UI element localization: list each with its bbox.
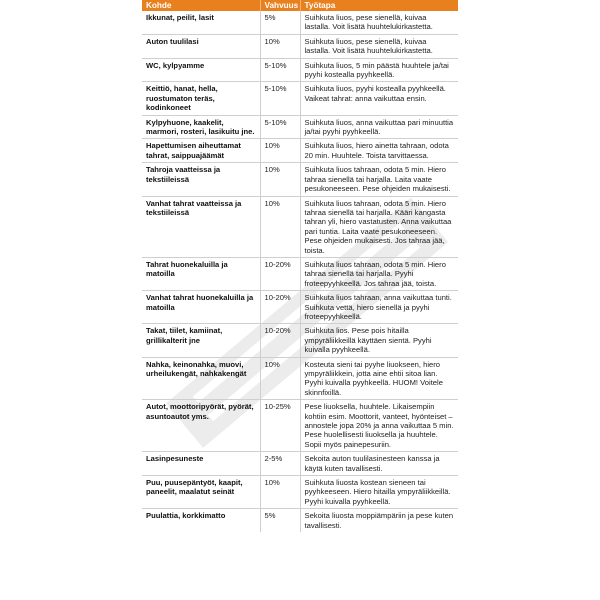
row-vahvuus: 5%: [260, 11, 300, 34]
table-row: [142, 257, 458, 290]
row-kohde: Auton tuulilasi: [142, 34, 260, 58]
table-header-row: [142, 0, 458, 11]
row-vahvuus: 10-20%: [260, 257, 300, 290]
row-vahvuus: 10-20%: [260, 324, 300, 357]
table-row: [142, 139, 458, 163]
row-tyotapa: Suihkuta liuos, hiero ainetta tahraan, odota 20 min. Huuhtele. Toista tarvittaessa.: [300, 139, 458, 163]
table-row: [142, 196, 458, 257]
table-row: [142, 291, 458, 324]
row-tyotapa: Suihkuta liuos tahraan, odota 5 min. Hiero tahraa sienellä tai harjalla. Kääri kangasta tahran yli, hiero vastatusten. Anna vaikuttaa pari tuntia. Laita vaate pesukoneeseen. Pese ohjeiden mukaisesti. Jos tahraa jää, toista.: [300, 196, 458, 257]
row-tyotapa: Sekoita auton tuulilasinesteen kanssa ja käytä kuten tavallisesti.: [300, 452, 458, 476]
row-kohde: Kylpyhuone, kaakelit, marmori, rosteri, lasikuitu jne.: [142, 115, 260, 139]
table-row: [142, 11, 458, 34]
row-vahvuus: 5%: [260, 509, 300, 532]
row-vahvuus: 10-25%: [260, 400, 300, 452]
row-kohde: Autot, moottoripyörät, pyörät, asuntoautot yms.: [142, 400, 260, 452]
row-vahvuus: 5-10%: [260, 115, 300, 139]
row-vahvuus: 10%: [260, 34, 300, 58]
row-vahvuus: 10%: [260, 196, 300, 257]
row-tyotapa: Kosteuta sieni tai pyyhe liuokseen, hiero ympyräliikkein, jotta aine ehtii sitoa lian. Pyyhi kuivalla pyyhkeellä. HUOM! Voitele skinnfixillä.: [300, 357, 458, 400]
table-row: [142, 115, 458, 139]
row-kohde: Hapettumisen aiheuttamat tahrat, saippuajäämät: [142, 139, 260, 163]
table-row: [142, 476, 458, 509]
header-tyotapa: Työtapa: [300, 0, 458, 11]
row-tyotapa: Suihkuta liuos, 5 min päästä huuhtele ja/tai pyyhi kostealla pyyhkeellä.: [300, 58, 458, 82]
row-kohde: Puu, puusepäntyöt, kaapit, paneelit, maalatut seinät: [142, 476, 260, 509]
row-tyotapa: Pese liuoksella, huuhtele. Likaisempiin kohtiin esim. Moottorit, vanteet, hyönteiset – annostele jopa 20% ja anna vaikuttaa 5 min. Pese huolellisesti liuoksella ja huuhtele. Sopii myös painepesuriin.: [300, 400, 458, 452]
row-vahvuus: 10%: [260, 163, 300, 196]
table-row: [142, 400, 458, 452]
row-vahvuus: 2-5%: [260, 452, 300, 476]
row-kohde: Takat, tiilet, kamiinat, grillikalterit jne: [142, 324, 260, 357]
row-tyotapa: Suihkuta liuos, pyyhi kostealla pyyhkeellä. Vaikeat tahrat: anna vaikuttaa ensin.: [300, 82, 458, 115]
row-kohde: Lasinpesuneste: [142, 452, 260, 476]
row-kohde: WC, kylpyamme: [142, 58, 260, 82]
row-kohde: Keittiö, hanat, hella, ruostumaton teräs, kodinkoneet: [142, 82, 260, 115]
header-vahvuus: Vahvuus: [260, 0, 300, 11]
row-tyotapa: Suihkuta liuos, pese sienellä, kuivaa lastalla. Voit lisätä huuhtelukirkastetta.: [300, 11, 458, 34]
cleaning-table: [142, 0, 458, 532]
row-kohde: Ikkunat, peilit, lasit: [142, 11, 260, 34]
row-vahvuus: 10%: [260, 139, 300, 163]
row-tyotapa: Suihkuta liuos, anna vaikuttaa pari minuuttia ja/tai pyyhi pyyhkeellä.: [300, 115, 458, 139]
row-tyotapa: Suihkuta liuos tahraan, odota 5 min. Hiero tahraa sienellä tai harjalla. Laita vaate pesukoneeseen. Pese ohjeiden mukaisesti.: [300, 163, 458, 196]
row-kohde: Nahka, keinonahka, muovi, urheilukengät, nahkakengät: [142, 357, 260, 400]
table-row: [142, 58, 458, 82]
row-tyotapa: Suihkuta liuosta kostean sieneen tai pyyhkeeseen. Hiero hitailla ympyräliikkeillä. Pyyhi kuivalla pyyhkeellä.: [300, 476, 458, 509]
table-row: [142, 452, 458, 476]
header-kohde: Kohde: [142, 0, 260, 11]
row-vahvuus: 10-20%: [260, 291, 300, 324]
row-tyotapa: Suihkuta lios. Pese pois hitailla ympyräliikkeillä käyttäen sientä. Pyyhi kuivalla pyyhkeellä.: [300, 324, 458, 357]
row-vahvuus: 5-10%: [260, 82, 300, 115]
table-row: [142, 357, 458, 400]
row-vahvuus: 10%: [260, 476, 300, 509]
row-kohde: Tahrat huonekaluilla ja matoilla: [142, 257, 260, 290]
row-kohde: Vanhat tahrat vaatteissa ja tekstiileissä: [142, 196, 260, 257]
row-vahvuus: 10%: [260, 357, 300, 400]
row-kohde: Puulattia, korkkimatto: [142, 509, 260, 532]
row-kohde: Tahroja vaatteissa ja tekstiileissä: [142, 163, 260, 196]
table-row: [142, 82, 458, 115]
row-tyotapa: Suihkuta liuos tahraan, anna vaikuttaa tunti. Suihkuta vettä, hiero sienellä ja pyyhi froteepyyhkeellä.: [300, 291, 458, 324]
row-vahvuus: 5-10%: [260, 58, 300, 82]
cleaning-instructions-sheet: [142, 0, 458, 600]
row-kohde: Vanhat tahrat huonekaluilla ja matoilla: [142, 291, 260, 324]
row-tyotapa: Suihkuta liuos tahraan, odota 5 min. Hiero tahraa sienellä tai harjalla. Pyyhi froteepyyhkeellä. Jos tahraa jää, toista.: [300, 257, 458, 290]
table-row: [142, 163, 458, 196]
row-tyotapa: Suihkuta liuos, pese sienellä, kuivaa lastalla. Voit lisätä huuhtelukirkastetta.: [300, 34, 458, 58]
table-row: [142, 509, 458, 532]
table-row: [142, 324, 458, 357]
table-row: [142, 34, 458, 58]
row-tyotapa: Sekoita liuosta moppiämpäriin ja pese kuten tavallisesti.: [304, 511, 454, 530]
